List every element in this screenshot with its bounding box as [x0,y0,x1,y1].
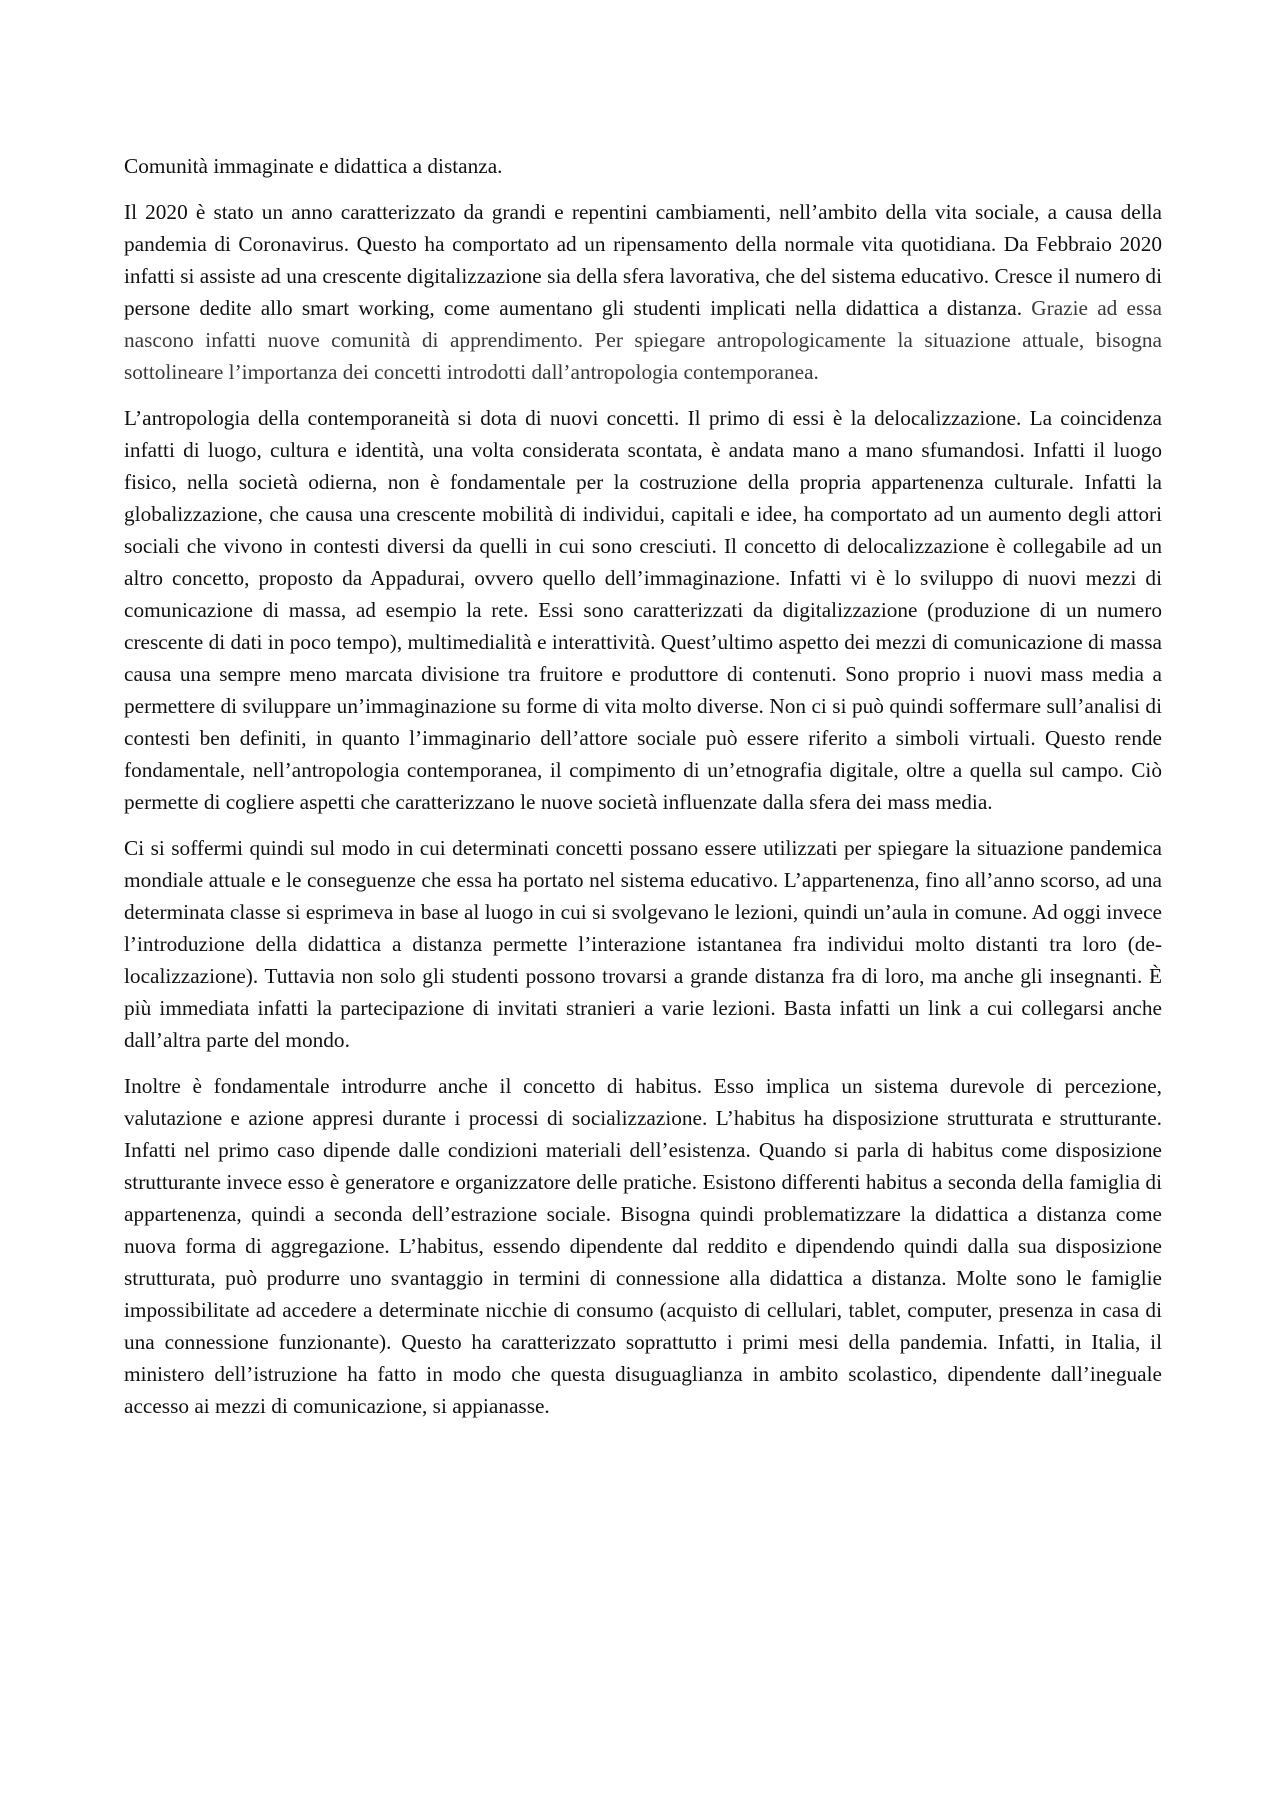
document-title: Comunità immaginate e didattica a distanza. [124,154,503,178]
document-page [124,150,1162,1436]
paragraph-1-text: Il 2020 è stato un anno caratterizzato da grandi e repentini cambiamenti, nell’ambito della vita sociale, a causa della pandemia di Coronavirus. Questo ha comportato ad un ripensamento della normale vita quotidiana. Da Febbraio 2020 infatti si assiste ad una crescente digitalizzazione sia della sfera lavorativa, che del sistema educativo. Cresce il numero di persone dedite allo smart working, come aumentano gli studenti implicati nella didattica a distanza. [124,200,1162,320]
paragraph-1-highlight-text: Grazie ad essa nascono infatti nuove comunità di apprendimento. Per spiegare antropologicamente la situazione attuale, bisogna sottolineare l’importanza dei concetti introdotti dall’antropologia contemporanea. [124,296,1163,384]
paragraph-4: Inoltre è fondamentale introdurre anche il concetto di habitus. Esso implica un sistema durevole di percezione, valutazione e azione appresi durante i processi di socializzazione. L’habitus ha disposizione strutturata e strutturante. Infatti nel primo caso dipende dalle condizioni materiali dell’esistenza. Quando si parla di habitus come disposizione strutturante invece esso è generatore e organizzatore delle pratiche. Esistono differenti habitus a seconda della famiglia di appartenenza, quindi a seconda dell’estrazione sociale. Bisogna quindi problematizzare la didattica a distanza come nuova forma di aggregazione. L’habitus, essendo dipendente dal reddito e dipendendo quindi dalla sua disposizione strutturata, può produrre uno svantaggio in termini di connessione alla didattica a distanza. Molte sono le famiglie impossibilitate ad accedere a determinate nicchie di consumo (acquisto di cellulari, tablet, computer, presenza in casa di una connessione funzionante). Questo ha caratterizzato soprattutto i primi mesi della pandemia. Infatti, in Italia, il ministero dell’istruzione ha fatto in modo che questa disuguaglianza in ambito scolastico, dipendente dall’ineguale accesso ai mezzi di comunicazione, si appianasse. [124,1074,1162,1418]
paragraph-2: L’antropologia della contemporaneità si dota di nuovi concetti. Il primo di essi è la delocalizzazione. La coincidenza infatti di luogo, cultura e identità, una volta considerata scontata, è andata mano a mano sfumandosi. Infatti il luogo fisico, nella società odierna, non è fondamentale per la costruzione della propria appartenenza culturale. Infatti la globalizzazione, che causa una crescente mobilità di individui, capitali e idee, ha comportato ad un aumento degli attori sociali che vivono in contesti diversi da quelli in cui sono cresciuti. Il concetto di delocalizzazione è collegabile ad un altro concetto, proposto da Appadurai, ovvero quello dell’immaginazione. Infatti vi è lo sviluppo di nuovi mezzi di comunicazione di massa, ad esempio la rete. Essi sono caratterizzati da digitalizzazione (produzione di un numero crescente di dati in poco tempo), multimedialità e interattività. Quest’ultimo aspetto dei mezzi di comunicazione di massa causa una sempre meno marcata divisione tra fruitore e produttore di contenuti. Sono proprio i nuovi mass media a permettere di sviluppare un’immaginazione su forme di vita molto diverse. Non ci si può quindi soffermare sull’analisi di contesti ben definiti, in quanto l’immaginario dell’attore sociale può essere riferito a simboli virtuali. Questo rende fondamentale, nell’antropologia contemporanea, il compimento di un’etnografia digitale, oltre a quella sul campo. Ciò permette di cogliere aspetti che caratterizzano le nuove società influenzate dalla sfera dei mass media. [124,406,1162,814]
paragraph-3: Ci si soffermi quindi sul modo in cui determinati concetti possano essere utilizzati per spiegare la situazione pandemica mondiale attuale e le conseguenze che essa ha portato nel sistema educativo. L’appartenenza, fino all’anno scorso, ad una determinata classe si esprimeva in base al luogo in cui si svolgevano le lezioni, quindi un’aula in comune. Ad oggi invece l’introduzione della didattica a distanza permette l’interazione istantanea fra individui molto distanti tra loro (de-localizzazione). Tuttavia non solo gli studenti possono trovarsi a grande distanza fra di loro, ma anche gli insegnanti. È più immediata infatti la partecipazione di invitati stranieri a varie lezioni. Basta infatti un link a cui collegarsi anche dall’altra parte del mondo. [124,836,1162,1052]
paragraph-1 [124,196,1162,388]
